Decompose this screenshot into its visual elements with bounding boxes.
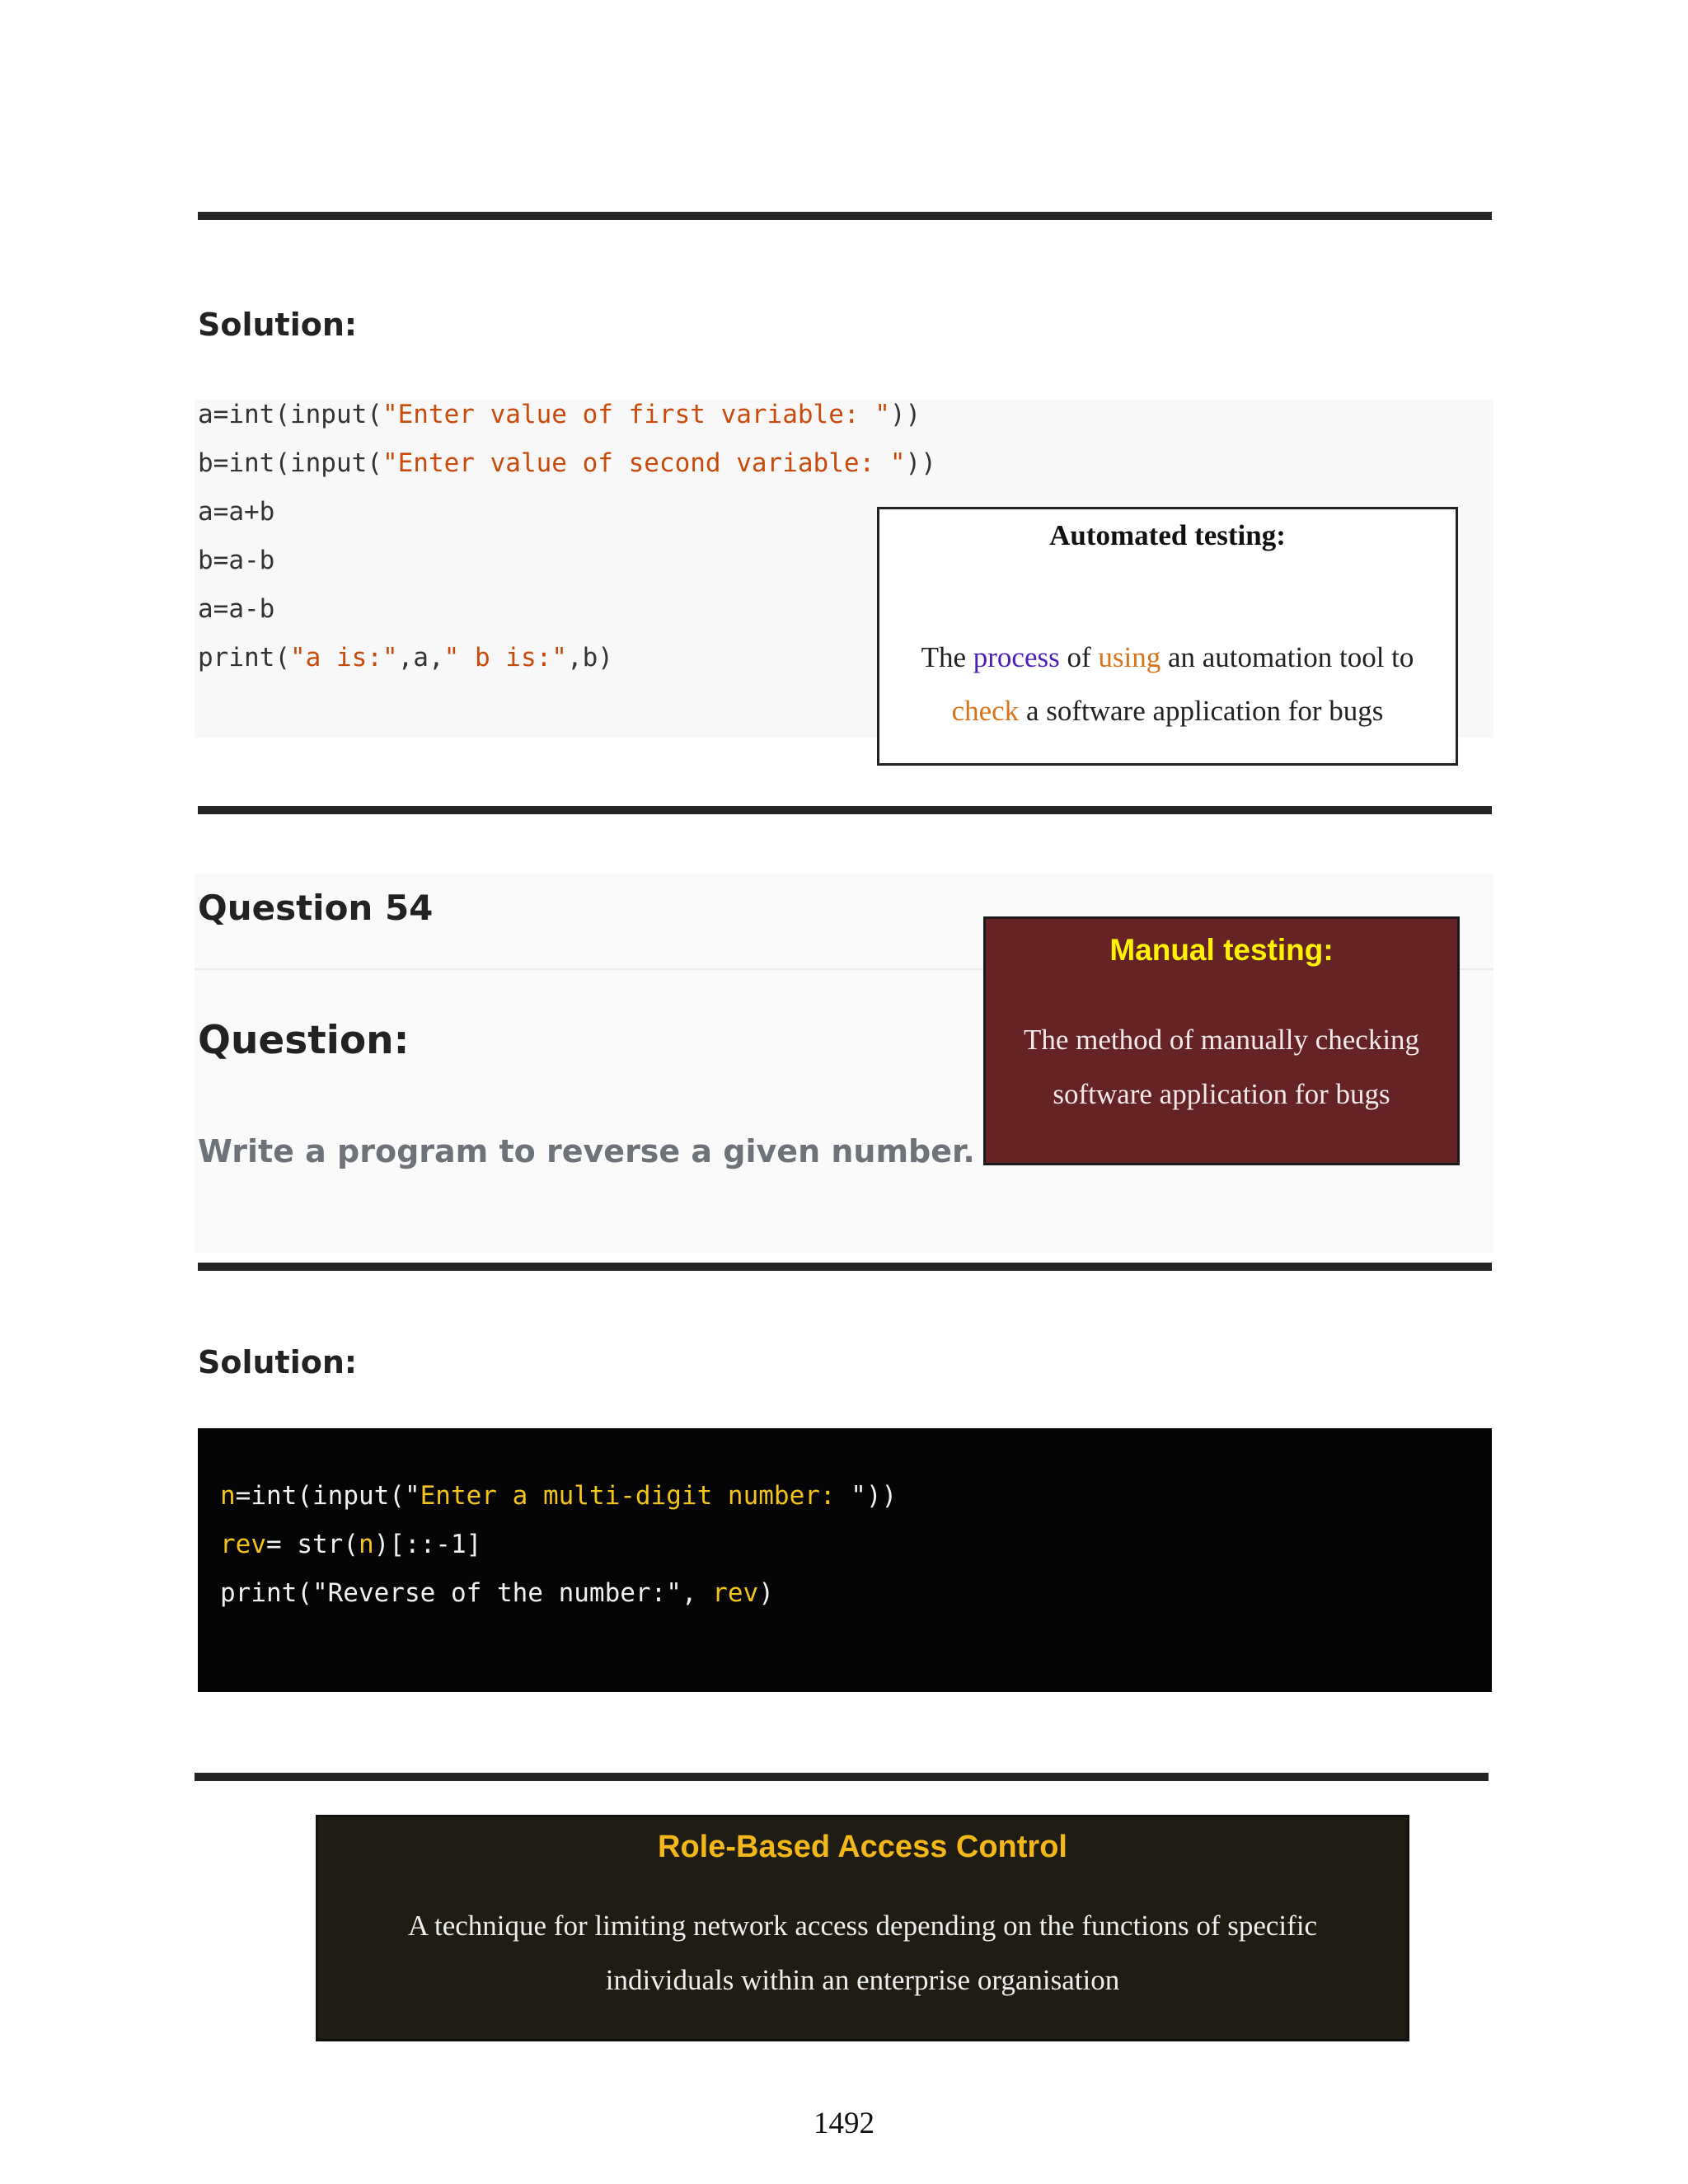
solution-heading-1: Solution: [198,307,358,343]
automated-testing-line-2: check a software application for bugs [951,695,1384,727]
manual-testing-line-1: The method of manually checking [1023,1024,1420,1056]
rbac-title: Role-Based Access Control [658,1830,1067,1864]
rbac-line-2: individuals within an enterprise organisation [605,1964,1120,1996]
page-number: 1492 [814,2107,874,2140]
rbac-box [316,1815,1409,2041]
question-number-title: Question 54 [198,888,434,928]
automated-testing-box [877,507,1458,766]
question-text: Write a program to reverse a given number. [198,1133,975,1169]
code-line: a=a+b [198,497,275,527]
code-line: a=a-b [198,594,275,624]
code-line: b=a-b [198,546,275,575]
manual-testing-title: Manual testing: [1109,933,1334,967]
code-line: a=int(input("Enter value of first variable: ")) [198,400,921,429]
code-line: rev= str(n)[::-1] [220,1530,482,1559]
code-line: b=int(input("Enter value of second variable: ")) [198,448,936,478]
automated-testing-line-1: The process of using an automation tool to [921,641,1414,673]
code-line: n=int(input("Enter a multi-digit number: ")) [220,1481,898,1511]
divider-bottom [195,1773,1489,1781]
code-line: print("Reverse of the number:", rev) [220,1578,774,1608]
code-block-reverse [198,1428,1492,1692]
divider-lower [198,1263,1492,1271]
manual-testing-line-2: software application for bugs [1053,1078,1390,1110]
manual-testing-box [983,916,1460,1165]
code-line: print("a is:",a," b is:",b) [198,643,613,673]
question-label: Question: [198,1018,410,1063]
divider-top [198,212,1492,220]
automated-testing-title: Automated testing: [1049,519,1286,551]
divider-mid [198,806,1492,814]
solution-heading-2: Solution: [198,1344,358,1380]
rbac-line-1: A technique for limiting network access depending on the functions of specific [407,1910,1318,1942]
